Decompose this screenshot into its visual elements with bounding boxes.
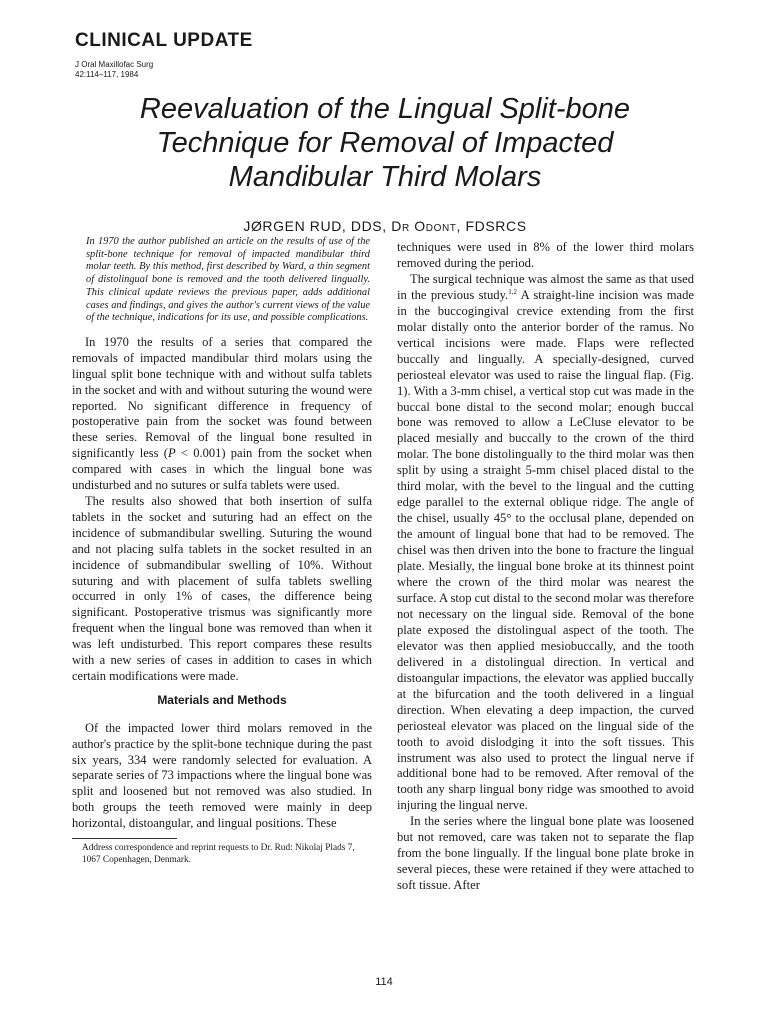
reference-marker: 1,2 — [508, 287, 517, 296]
author-fellowship: FDSRCS — [465, 218, 527, 234]
title-line: Mandibular Third Molars — [228, 161, 542, 193]
author-byline — [60, 218, 710, 234]
title-line: Reevaluation of the Lingual Split-bone — [139, 93, 631, 125]
section-label: CLINICAL UPDATE — [75, 30, 253, 51]
journal-citation — [75, 60, 153, 80]
body-paragraph: techniques were used in 8% of the lower third molars removed during the period. — [397, 240, 694, 270]
section-heading: Materials and Methods — [157, 692, 287, 707]
left-column — [72, 236, 372, 866]
correspondence-footnote: Address correspondence and reprint requests to Dr. Rud: Nikolaj Plads 7, 1067 Copenhagen, Denmark. — [82, 843, 355, 865]
abstract: In 1970 the author published an article on the results of use of the split-bone technique for removal of impacted mandibular third molar teeth. By this method, first described by Ward, a thin segment of distolingual bone is removed and the tooth delivered lingually. This clinical update reviews the previous paper, adds additional cases and findings, and gives the author's current views of the value of the technique, indications for its use, and possible complications. — [86, 236, 370, 324]
body-paragraph: In 1970 the results of a series that compared the removals of impacted mandibular third molars using the lingual split bone technique with and without sulfa tablets in the socket and with and without suturing the wound were reported. No significant difference in frequency of postoperative pain from the socket was found between these series. Removal of the lingual bone resulted in significantly less (P < 0.001) pain from the socket when compared with cases in which the lingual bone was undisturbed and no sutures or sulfa tablets were used. — [72, 334, 373, 493]
title-line: Technique for Removal of Impacted — [156, 127, 614, 159]
journal-name: J Oral Maxillofac Surg — [75, 60, 154, 69]
body-paragraph: Of the impacted lower third molars removed in the author's practice by the split-bone technique during the past six years, 334 were randomly selected for evaluation. A separate series of 73 impactions where the lingual bone was split and loosened but not removed was also studied. In both groups the teeth removed were mainly in deep horizontal, distoangular, and lingual positions. These — [72, 720, 372, 831]
author-degree: Dr Odont, — [391, 218, 461, 234]
body-paragraph: In the series where the lingual bone plate was loosened but not removed, care was taken not to separate the flap from the bone lingually. If the lingual bone plate broke in several pieces, these were retained if they were attached to soft tissue. After — [397, 814, 694, 893]
volume-pages: 42:114–117, 1984 — [75, 70, 139, 79]
footnote-divider — [72, 838, 177, 839]
page-number: 114 — [375, 976, 393, 988]
body-paragraph: The surgical technique was almost the same as that used in the previous study.$^{1,2}$ A straight-line incision was made in the buccogingival crevice extending from the first molar distally onto the anterior border of the ramus. No vertical incisions were made. Flaps were reflected buccally and lingually. A specially-designed, curved periosteal elevator was used to raise the lingual flap. (Fig. 1). With a 3-mm chisel, a vertical stop cut was made in the buccal bone distal to the second molar; enough buccal bone was removed to allow a LeCluse elevator to be placed mesially and buccally to the crown of the third molar. The bone distolingually to the third molar was then split by using a straight 5-mm chisel placed distal to the third molar, with the bevel to the lingual and the cutting edge parallel to the external oblique ridge. The angle of the chisel, usually 45° to the occlusal plane, depended on the amount of lingual bone that had to be removed. The chisel was then driven into the bone to fracture the lingual plate. Mesially, the lingual bone broke at its thinnest point where the crown of the third molar was nearest the surface. A stop cut distal to the second molar was therefore not necessary on the lingual side. Removal of the bone plate exposed the distolingual aspect of the tooth. The elevator was then applied mesiobuccally, and the tooth delivered in a distolingual direction. In vertical and distoangular impactions, the elevator was applied buccally at the bifurcation and the tooth delivered in a lingual direction. When elevating a deep impaction, the curved periosteal elevator was placed on the lingual side of the tooth to avoid dislodging it into the soft tissues. This instrument was also used to protect the lingual nerve if additional bone had to be removed. After removal of the tooth any sharp lingual bony ridge was smoothed to avoid injuring the lingual nerve. — [397, 271, 694, 813]
author-name: JØRGEN RUD, DDS, — [243, 218, 387, 234]
body-paragraph: The results also showed that both insertion of sulfa tablets in the socket and suturing had an effect on the incidence of submandibular swelling. Suturing the wound and not placing sulfa tablets in the socket resulted in an incidence of submandibular swelling of 10%. Without suturing and with placement of sulfa tablets swelling occurred in only 1% of cases, the difference being significant. Postoperative trismus was significantly more frequent when the lingual bone was removed than when it was left undisturbed. This report compares these results with a new series of cases in addition to cases in which certain modifications were made. — [72, 493, 372, 683]
article-title — [60, 92, 710, 194]
right-column — [397, 240, 694, 894]
